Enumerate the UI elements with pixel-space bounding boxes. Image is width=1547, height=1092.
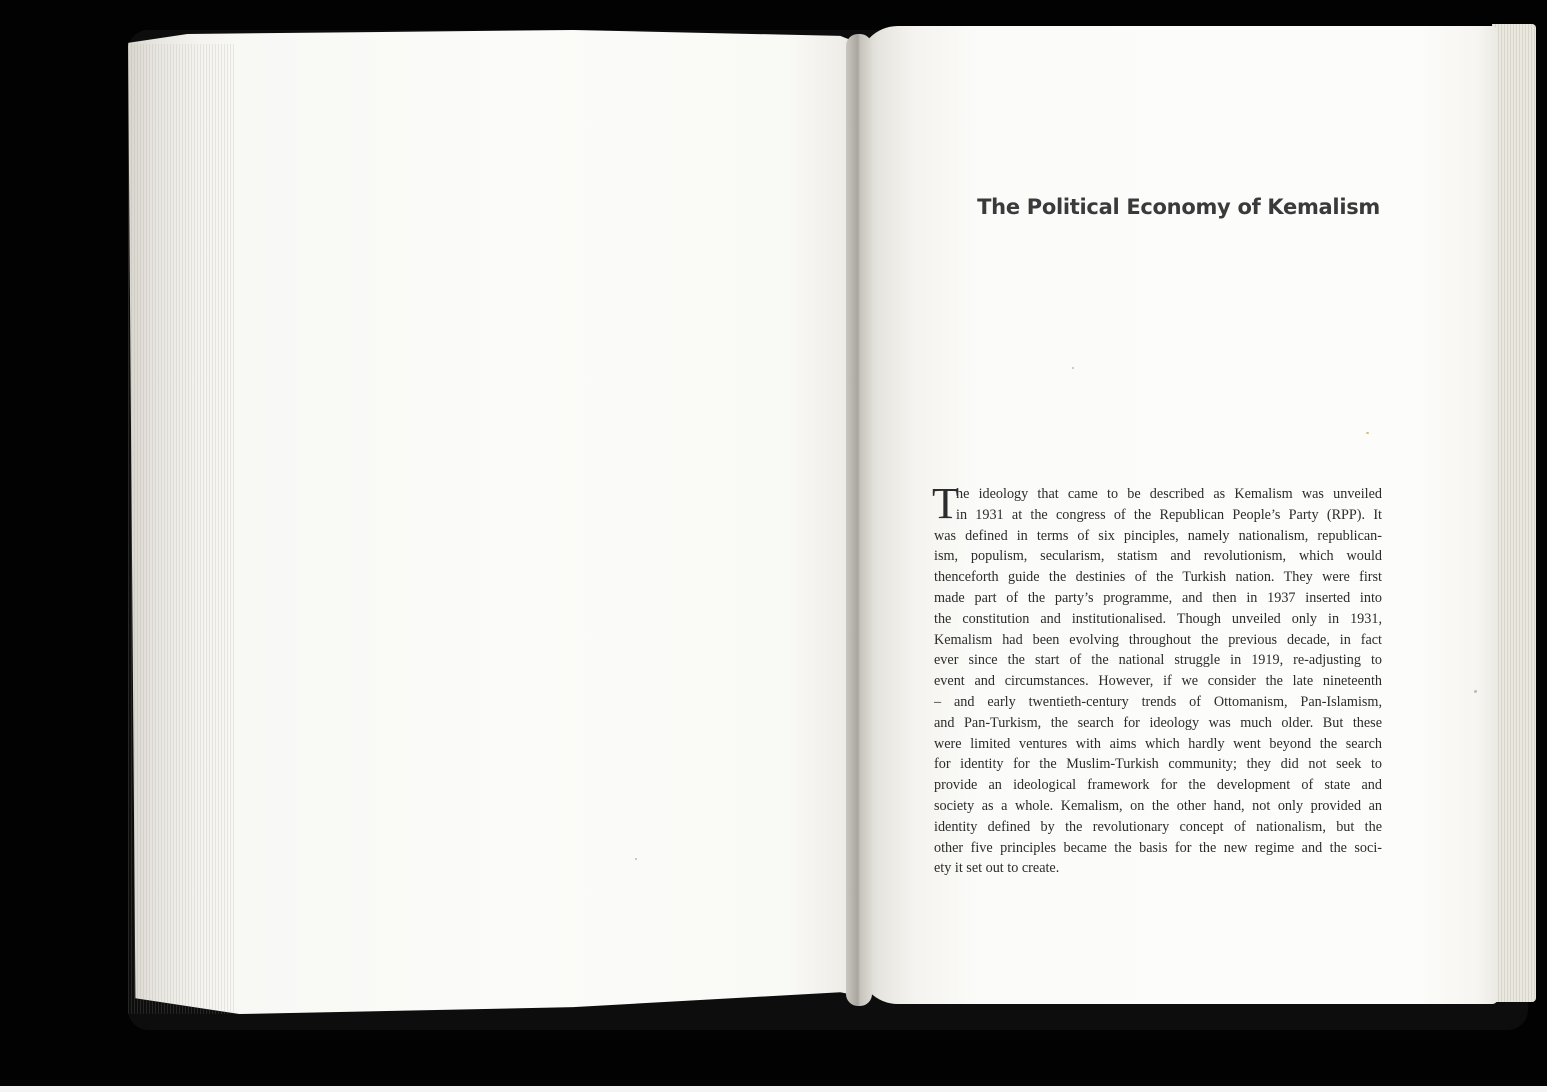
text-line: was defined in terms of six pinciples, namely nationalism, republican- [934, 527, 1382, 544]
text-line: were limited ventures with aims which hardly went beyond the search [934, 735, 1382, 752]
right-page-edges [1492, 24, 1536, 1002]
text-line: in 1931 at the congress of the Republican People’s Party (RPP). It [956, 506, 1382, 523]
chapter-title: The Political Economy of Kemalism [977, 195, 1380, 219]
paper-speck [1474, 690, 1477, 693]
text-line: ism, populism, secularism, statism and revolutionism, which would [934, 548, 1382, 565]
text-line: identity defined by the revolutionary concept of nationalism, but the [934, 818, 1382, 835]
paper-speck [1366, 432, 1369, 434]
text-line: for identity for the Muslim-Turkish community; they did not seek to [934, 756, 1382, 773]
text-line: provide an ideological framework for the development of state and [934, 777, 1382, 794]
text-line: event and circumstances. However, if we consider the late nineteenth [934, 673, 1382, 690]
text-line: Kemalism had been evolving throughout the previous decade, in fact [934, 631, 1382, 648]
text-line: made part of the party’s programme, and then in 1937 inserted into [934, 589, 1382, 606]
scanner-border [0, 1086, 1547, 1092]
left-page-blank [128, 28, 870, 1018]
text-line: thenceforth guide the destinies of the Turkish nation. They were first [934, 569, 1382, 586]
paper-speck [635, 858, 637, 860]
drop-cap: T [932, 479, 959, 528]
text-line: ety it set out to create. [934, 860, 1060, 877]
text-line: the constitution and institutionalised. Though unveiled only in 1931, [934, 610, 1382, 627]
text-line: ever since the start of the national struggle in 1919, re-adjusting to [934, 652, 1382, 669]
text-line: he ideology that came to be described as Kemalism was unveiled [956, 486, 1382, 502]
text-line: society as a whole. Kemalism, on the other hand, not only provided an [934, 797, 1382, 814]
paper-speck [1072, 367, 1074, 369]
text-line: and Pan-Turkism, the search for ideology was much older. But these [934, 714, 1382, 731]
book-gutter [846, 34, 872, 1006]
text-line: – and early twentieth-century trends of Ottomanism, Pan-Islamism, [934, 693, 1382, 710]
text-line: other five principles became the basis for the new regime and the soci- [934, 839, 1382, 856]
chapter-opening-paragraph [932, 479, 1382, 879]
